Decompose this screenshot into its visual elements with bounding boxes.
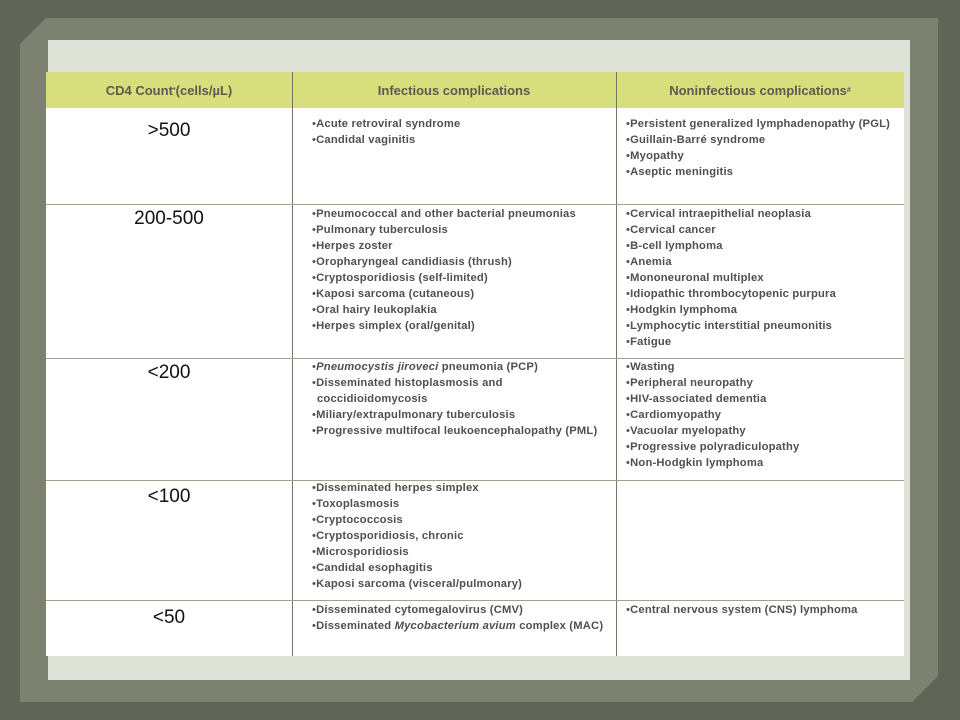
cd4-count-lt200: <200	[147, 362, 191, 383]
infectious-list-lt200	[312, 359, 612, 439]
list-item: • Persistent generalized lymphadenopathy (PGL)	[626, 116, 902, 132]
list-item: • Oropharyngeal candidiasis (thrush)	[312, 254, 612, 270]
list-item: • Toxoplasmosis	[312, 496, 612, 512]
noninfectious-list-gt500	[626, 116, 902, 180]
cd4-complications-table	[46, 72, 904, 656]
noninfectious-list-lt50	[626, 602, 902, 618]
header-infectious: Infectious complications	[377, 82, 531, 98]
list-item: • Oral hairy leukoplakia	[312, 302, 612, 318]
list-item: • Pneumococcal and other bacterial pneumonias	[312, 206, 612, 222]
list-item: • Central nervous system (CNS) lymphoma	[626, 602, 902, 618]
list-item: • Disseminated herpes simplex	[312, 480, 612, 496]
list-item: • Aseptic meningitis	[626, 164, 902, 180]
noninfectious-list-lt200	[626, 359, 902, 471]
list-item: • B-cell lymphoma	[626, 238, 902, 254]
list-item: • Idiopathic thrombocytopenic purpura	[626, 286, 902, 302]
list-item: • Disseminated histoplasmosis and coccidioidomycosis	[312, 375, 612, 407]
list-item: • Progressive polyradiculopathy	[626, 439, 902, 455]
table-header	[46, 72, 904, 108]
list-item: • Kaposi sarcoma (cutaneous)	[312, 286, 612, 302]
row-divider	[46, 204, 904, 205]
list-item: • Anemia	[626, 254, 902, 270]
list-item: • Peripheral neuropathy	[626, 375, 902, 391]
row-divider	[46, 600, 904, 601]
list-item: • Disseminated Mycobacterium avium complex (MAC)	[312, 618, 612, 634]
list-item: • Acute retroviral syndrome	[312, 116, 612, 132]
list-item: • Pneumocystis jiroveci pneumonia (PCP)	[312, 359, 612, 375]
infectious-list-lt100	[312, 480, 612, 592]
list-item: • Cervical cancer	[626, 222, 902, 238]
list-item: • Myopathy	[626, 148, 902, 164]
cd4-count-200-500: 200-500	[134, 208, 204, 229]
list-item: • HIV-associated dementia	[626, 391, 902, 407]
header-noninfectious: Noninfectious complications #	[669, 82, 851, 98]
cd4-count-lt50: <50	[152, 607, 186, 628]
column-divider	[292, 72, 293, 656]
list-item: • Guillain-Barré syndrome	[626, 132, 902, 148]
list-item: • Candidal vaginitis	[312, 132, 612, 148]
list-item: • Progressive multifocal leukoencephalopathy (PML)	[312, 423, 612, 439]
infectious-list-200-500	[312, 206, 612, 334]
list-item: • Non-Hodgkin lymphoma	[626, 455, 902, 471]
list-item: • Cardiomyopathy	[626, 407, 902, 423]
list-item: • Hodgkin lymphoma	[626, 302, 902, 318]
list-item: • Cryptosporidiosis (self-limited)	[312, 270, 612, 286]
list-item: • Herpes zoster	[312, 238, 612, 254]
list-item: • Wasting	[626, 359, 902, 375]
noninfectious-list-200-500	[626, 206, 902, 350]
list-item: • Microsporidiosis	[312, 544, 612, 560]
cd4-count-lt100: <100	[147, 486, 191, 507]
column-divider	[616, 72, 617, 656]
list-item: • Lymphocytic interstitial pneumonitis	[626, 318, 902, 334]
list-item: • Cryptosporidiosis, chronic	[312, 528, 612, 544]
list-item: • Miliary/extrapulmonary tuberculosis	[312, 407, 612, 423]
list-item: • Cryptococcosis	[312, 512, 612, 528]
cd4-count-gt500: >500	[147, 120, 191, 141]
list-item: • Pulmonary tuberculosis	[312, 222, 612, 238]
infectious-list-gt500	[312, 116, 612, 148]
list-item: • Fatigue	[626, 334, 902, 350]
list-item: • Kaposi sarcoma (visceral/pulmonary)	[312, 576, 612, 592]
list-item: • Candidal esophagitis	[312, 560, 612, 576]
header-cd4: CD4 Count * (cells/µL)	[105, 82, 233, 98]
list-item: • Cervical intraepithelial neoplasia	[626, 206, 902, 222]
list-item: • Disseminated cytomegalovirus (CMV)	[312, 602, 612, 618]
infectious-list-lt50	[312, 602, 612, 634]
list-item: • Mononeuronal multiplex	[626, 270, 902, 286]
list-item: • Herpes simplex (oral/genital)	[312, 318, 612, 334]
list-item: • Vacuolar myelopathy	[626, 423, 902, 439]
